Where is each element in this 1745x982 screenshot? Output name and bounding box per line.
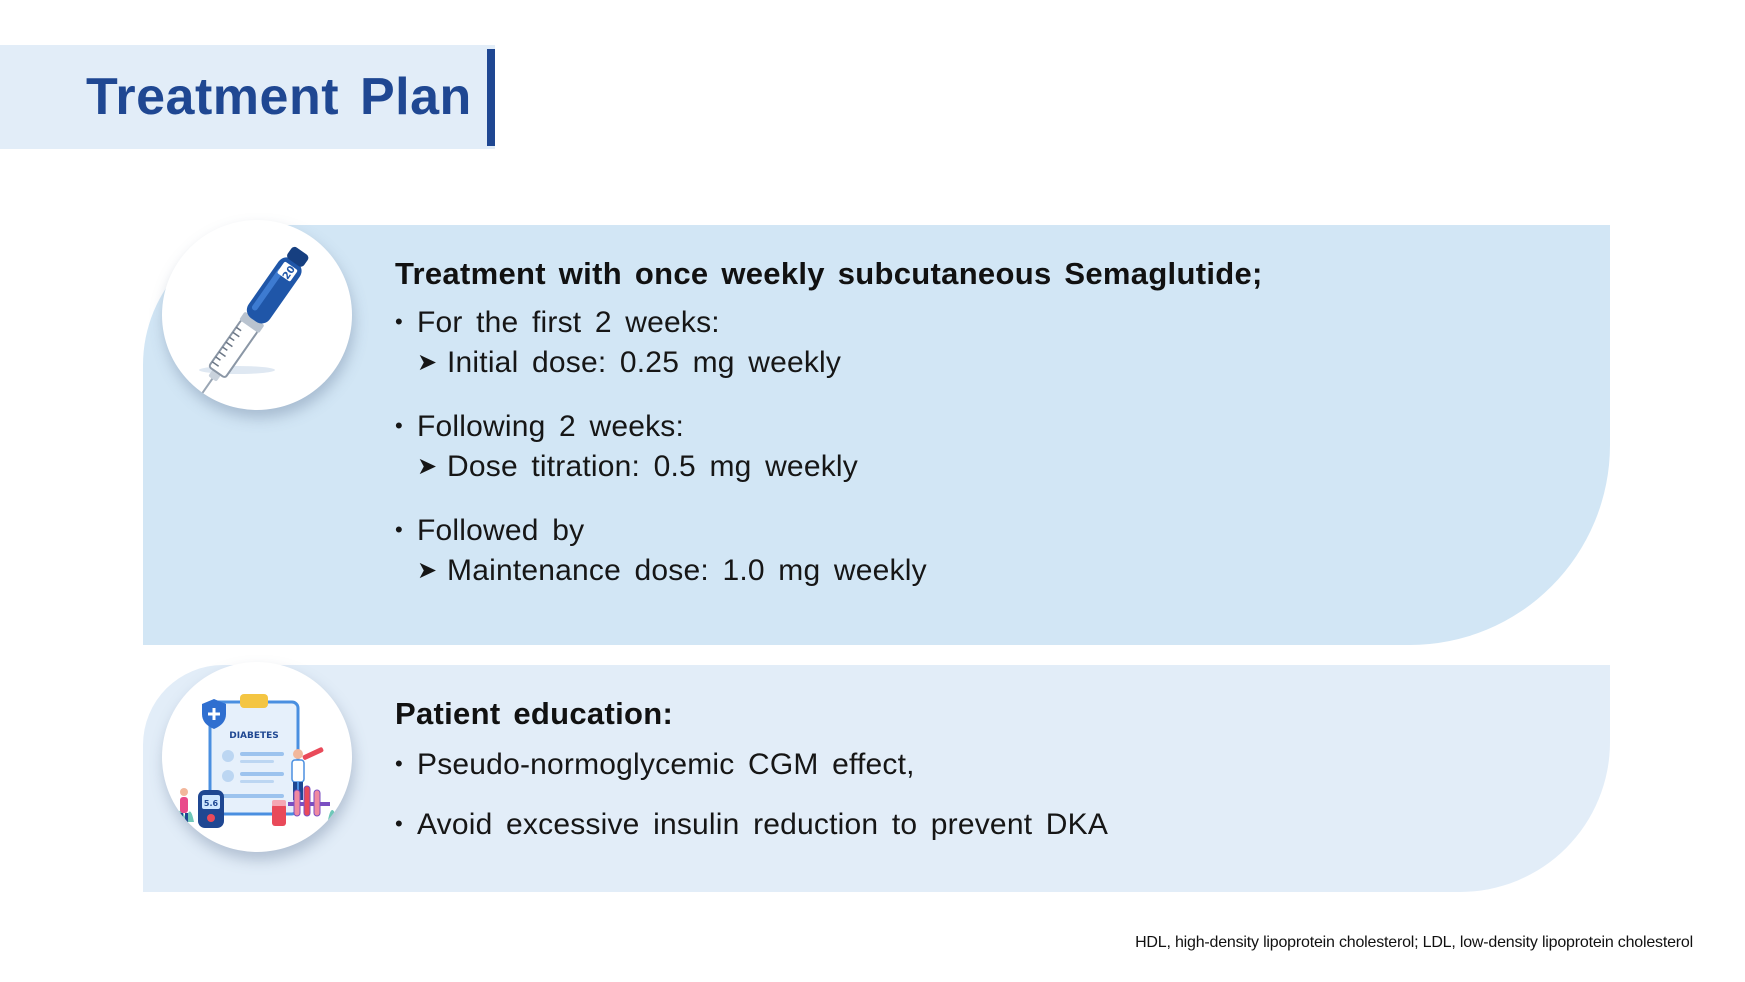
svg-text:5.6: 5.6 <box>203 799 219 808</box>
page-title: Treatment Plan <box>86 68 472 126</box>
treatment-bullet: • For the first 2 weeks: <box>395 306 720 339</box>
treatment-bullet: • Following 2 weeks: <box>395 410 685 443</box>
syringe-icon <box>162 220 352 410</box>
bullet-dot-icon: • <box>395 517 403 542</box>
svg-text:DIABETES: DIABETES <box>229 731 279 741</box>
treatment-detail: ➤ Initial dose: 0.25 mg weekly <box>417 346 842 379</box>
arrow-right-icon: ➤ <box>417 349 438 376</box>
footnote: HDL, high-density lipoprotein cholesterol; LDL, low-density lipoprotein cholesterol <box>1135 934 1693 951</box>
bullet-dot-icon: • <box>395 811 403 836</box>
title-banner <box>0 45 495 149</box>
treatment-section <box>395 256 1263 588</box>
education-bullet: • Avoid excessive insulin reduction to prevent DKA <box>395 808 1109 841</box>
bullet-dot-icon: • <box>395 413 403 438</box>
education-section <box>395 696 1108 842</box>
treatment-detail: ➤ Maintenance dose: 1.0 mg weekly <box>417 554 927 587</box>
arrow-right-icon: ➤ <box>417 453 438 480</box>
treatment-detail: ➤ Dose titration: 0.5 mg weekly <box>417 450 858 483</box>
treatment-group-1 <box>395 306 1263 380</box>
title-accent-bar <box>487 49 495 146</box>
education-bullet: • Pseudo-normoglycemic CGM effect, <box>395 748 915 781</box>
diabetes-clipboard-icon <box>162 662 352 852</box>
treatment-group-3 <box>395 514 1263 588</box>
treatment-heading: Treatment with once weekly subcutaneous Semaglutide; <box>395 256 1263 291</box>
bullet-dot-icon: • <box>395 751 403 776</box>
treatment-group-2 <box>395 410 1263 484</box>
svg-text:20: 20 <box>280 264 298 282</box>
education-heading: Patient education: <box>395 696 674 731</box>
arrow-right-icon: ➤ <box>417 557 438 584</box>
treatment-bullet: • Followed by <box>395 514 585 547</box>
bullet-dot-icon: • <box>395 309 403 334</box>
